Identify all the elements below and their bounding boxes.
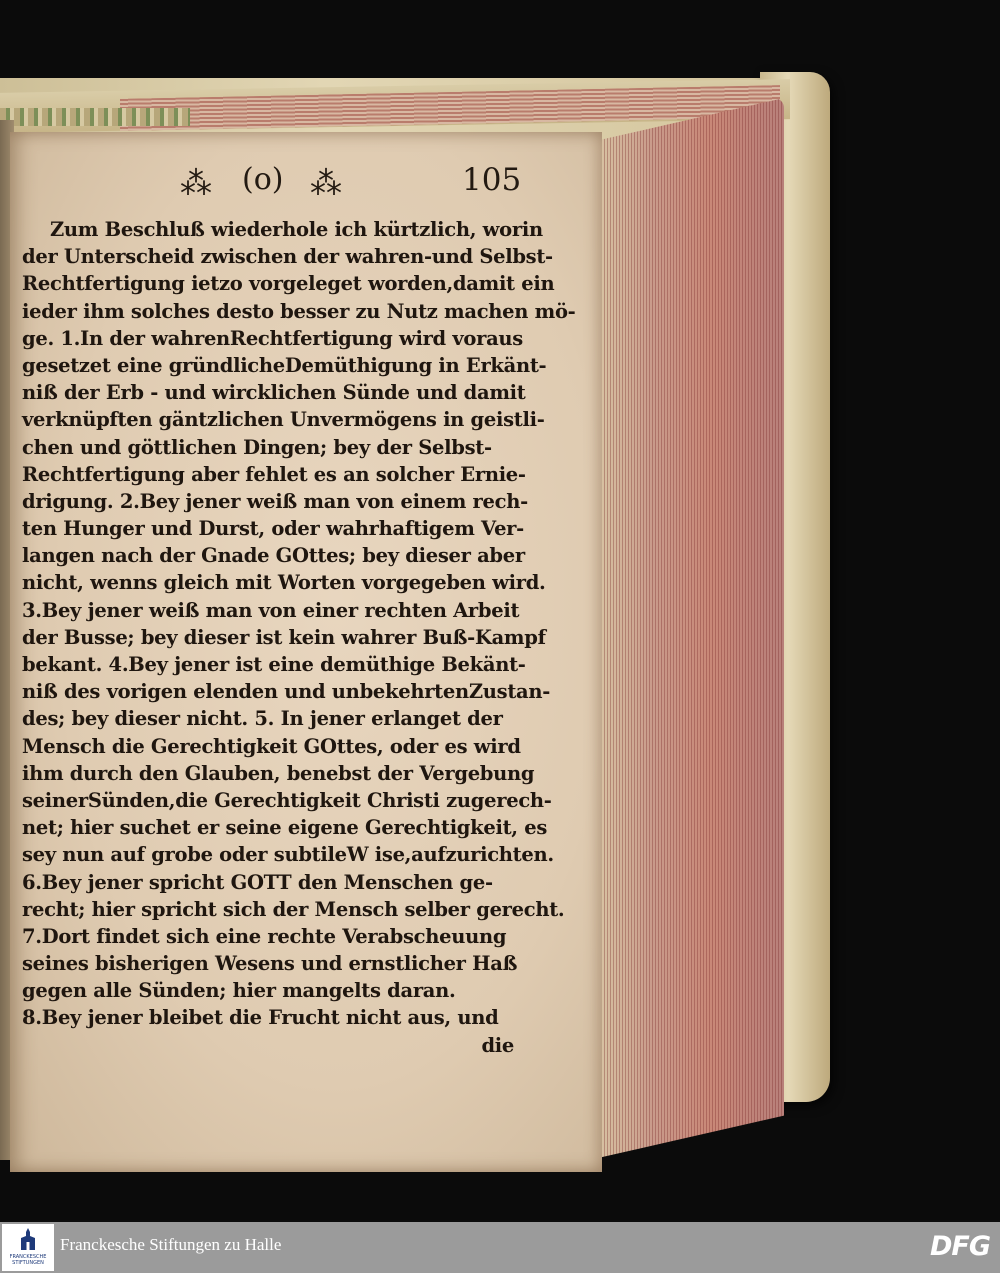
- building-icon: [19, 1228, 37, 1250]
- text-line: nicht, wenns gleich mit Worten vorgegeben wird.: [22, 571, 546, 595]
- text-line: ieder ihm solches desto besser zu Nutz machen mö-: [22, 299, 576, 323]
- text-line: niß des vorigen elenden und unbekehrtenZustan-: [22, 680, 551, 704]
- text-line: 3.Bey jener weiß man von einer rechten Arbeit: [22, 598, 520, 622]
- text-line: bekant. 4.Bey jener ist eine demüthige Bekänt-: [22, 653, 526, 676]
- institution-name: Franckesche Stiftungen zu Halle: [60, 1235, 282, 1254]
- page-stack-edge: [598, 98, 784, 1158]
- text-line: Mensch die Gerechtigkeit GOttes, oder es wird: [22, 734, 521, 758]
- logo-text-line2: STIFTUNGEN: [12, 1260, 44, 1266]
- text-line: 8.Bey jener bleibet die Frucht nicht aus, und: [22, 1006, 499, 1030]
- ornament-right-icon: ⁂: [310, 164, 342, 202]
- text-line: ge. 1.In der wahrenRechtfertigung wird voraus: [22, 326, 523, 350]
- text-line: der Busse; bey dieser ist kein wahrer Buß-Kampf: [22, 625, 546, 649]
- viewer-footer-bar: [0, 1222, 1000, 1273]
- headband: [0, 108, 190, 126]
- text-line: ihm durch den Glauben, benebst der Vergebung: [22, 761, 535, 785]
- text-line: recht; hier spricht sich der Mensch selber gerecht.: [22, 897, 565, 921]
- text-line: drigung. 2.Bey jener weiß man von einem rech-: [22, 489, 528, 513]
- text-line: sey nun auf grobe oder subtileW ise,aufzurichten.: [22, 843, 554, 867]
- franckesche-stiftungen-logo[interactable]: [2, 1224, 54, 1271]
- text-line: niß der Erb - und wircklichen Sünde und damit: [22, 381, 526, 405]
- text-line: seines bisherigen Wesens und ernstlicher Haß: [22, 952, 518, 976]
- text-line: der Unterscheid zwischen der wahren-und Selbst-: [22, 245, 553, 269]
- page-number: 105: [462, 162, 522, 198]
- book-page: [10, 132, 602, 1172]
- text-line: ten Hunger und Durst, oder wahrhaftigem Ver-: [22, 517, 524, 541]
- text-line: net; hier suchet er seine eigene Gerechtigkeit, es: [22, 816, 548, 840]
- text-line: Zum Beschluß wiederhole ich kürtzlich, worin: [50, 218, 543, 241]
- text-line: verknüpften gäntzlichen Unvermögens in geistli-: [22, 408, 545, 432]
- running-header: [180, 160, 580, 204]
- text-line: 7.Dort findet sich eine rechte Verabscheuung: [22, 924, 507, 948]
- text-line: des; bey dieser nicht. 5. In jener erlanget der: [22, 707, 503, 731]
- text-line: gesetzet eine gründlicheDemüthigung in Erkänt-: [22, 353, 547, 377]
- text-line: 6.Bey jener spricht GOTT den Menschen ge-: [22, 870, 493, 894]
- text-line: Rechtfertigung aber fehlet es an solcher Ernie-: [22, 462, 526, 486]
- dfg-logo[interactable]: DFG: [929, 1231, 990, 1262]
- logo-text-line1: FRANCKESCHE: [9, 1254, 47, 1260]
- text-line: chen und göttlichen Dingen; bey der Selbst-: [22, 435, 492, 459]
- text-line: seinerSünden,die Gerechtigkeit Christi zugerech-: [22, 788, 552, 812]
- header-text: (o): [242, 162, 284, 197]
- ornament-left-icon: ⁂: [180, 164, 212, 202]
- text-line: langen nach der Gnade GOttes; bey dieser aber: [22, 544, 525, 568]
- text-line: Rechtfertigung ietzo vorgeleget worden,damit ein: [22, 272, 555, 296]
- text-line: gegen alle Sünden; hier mangelts daran.: [22, 979, 456, 1003]
- catchword: die: [481, 1033, 514, 1057]
- page-body-text: [22, 216, 576, 1059]
